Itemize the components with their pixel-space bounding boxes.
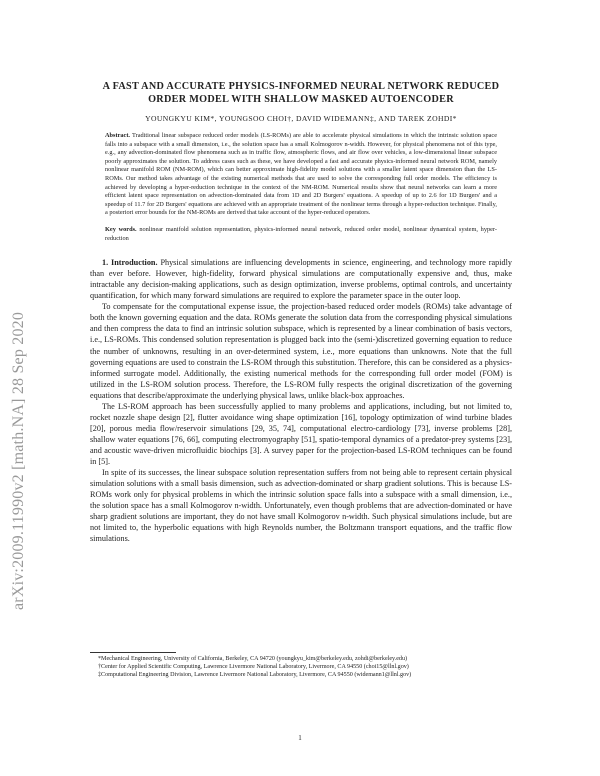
- para-1-text: Physical simulations are influencing developments in science, engineering, and technology more rapidly than ever before. However, high-fidelity, forward physical simulations are computationally expensive and, thus, make intractable any decision-making applications, such as design optimization, inverse problems, optimal controls, and uncertainty quantification, for which many forward simulations are required to explore the parameter space in the outer loop.: [90, 258, 512, 301]
- intro-paragraph-4: In spite of its successes, the linear subspace solution representation suffers from not being able to represent certain physical simulation solutions with a small basis dimension, such as advection-dominated or sharp gradient solutions. This is because LS-ROMs work only for physical problems in which the intrinsic solution space falls into a subspace with a small dimension, i.e., the solution space has a small Kolmogorov n-width. Unfortunately, even though problems that are advection-dominated or have sharp gradient solutions are important, they do not have small Kolmogorov n-width. Such physical simulations include, but are not limited to, the hyperbolic equations with high Reynolds number, the Boltzmann transport equations, and the traffic flow simulations.: [90, 468, 512, 544]
- intro-paragraph-3: The LS-ROM approach has been successfully applied to many problems and applications, including, but not limited to, rocket nozzle shape design [2], flutter avoidance wing shape optimization [16], topology optimization of wind turbine blades [20], porous media flow/reservoir simulations [29, 35, 74], computational electro-cardiology [73], inverse problems [28], shallow water equations [76, 66], computing electromyography [51], spatio-temporal dynamics of a predator-prey systems [23], and acoustic wave-driven microfluidic biochips [3]. A survey paper for the projection-based LS-ROM techniques can be found in [5].: [90, 401, 512, 466]
- abstract-label: Abstract.: [105, 132, 131, 139]
- paper-title: [90, 80, 512, 106]
- footnote-3: ‡Computational Engineering Division, Lawrence Livermore National Laboratory, Livermore, CA 94550 (widemann1@llnl.gov): [98, 672, 412, 678]
- footnote-rule: [90, 652, 176, 653]
- footnote-1: *Mechanical Engineering, University of California, Berkeley, CA 94720 (youngkyu_kim@berkeley.edu, zohdi@berkeley.edu): [98, 656, 408, 662]
- keywords-text: nonlinear manifold solution representation, physics-informed neural network, reduced order model, nonlinear dynamical system, hyper-reduction: [105, 225, 497, 242]
- footnotes: [90, 652, 512, 679]
- page-body: [90, 80, 512, 544]
- page-number: 1: [298, 734, 302, 742]
- section-heading: 1. Introduction.: [102, 258, 158, 268]
- arxiv-sidebar: [10, 130, 36, 610]
- author-list: YOUNGKYU KIM*, YOUNGSOO CHOI†, DAVID WIDEMANN‡, AND TAREK ZOHDI*: [145, 114, 457, 123]
- footnote-2: †Center for Applied Scientific Computing, Lawrence Livermore National Laboratory, Livermore, CA 94550 (choi15@llnl.gov): [98, 664, 409, 670]
- title-line-1: A FAST AND ACCURATE PHYSICS-INFORMED NEURAL NETWORK REDUCED: [102, 81, 500, 92]
- abstract: [90, 132, 512, 218]
- intro-paragraph-2: To compensate for the computational expense issue, the projection-based reduced order models (ROMs) take advantage of both the known governing equation and the data. ROMs generate the solution data from the corresponding physical simulations and then compress the data to find an intrinsic solution subspace, which is represented by a linear combination of basis vectors, i.e., LS-ROMs. This condensed solution representation is plugged back into the (semi-)discretized governing equation to reduce the number of unknowns, resulting in an over-determined system, i.e., more equations than unknowns. Note that the full governing equations are used to constrain the LS-ROM through this substitution. Therefore, this can be considered as a physics-informed surrogate model. Additionally, the existing numerical methods for the corresponding full order model (FOM) is utilized in the LS-ROM solution process. Therefore, the LS-ROM fully respects the original discretization of the governing equations that describe/approximate the underlying physical laws, unlike black-box approaches.: [90, 302, 512, 400]
- abstract-text: Traditional linear subspace reduced order models (LS-ROMs) are able to accelerate physical simulations in which the intrinsic solution space falls into a subspace with a small dimension, i.e., the solution space has a small Kolmogorov n-width. However, for physical phenomena not of this type, e.g., any advection-dominated flow phenomena such as in traffic flow, atmospheric flows, and air flow over vehicles, a low-dimensional linear subspace poorly approximates the solution. To address cases such as these, we have developed a fast and accurate physics-informed neural network ROM, namely nonlinear manifold ROM (NM-ROM), which can better approximate high-fidelity model solutions with a smaller latent space dimension than the LS-ROMs. Our method takes advantage of the existing numerical methods that are used to solve the corresponding full order models. The efficiency is achieved by developing a hyper-reduction technique in the context of the NM-ROM. Numerical results show that neural networks can learn a more efficient latent space representation on advection-dominated data from 1D and 2D Burgers' equations. A speedup of up to 2.6 for 1D Burgers' and a speedup of 11.7 for 2D Burgers' equations are achieved with an appropriate treatment of the nonlinear terms through a hyper-reduction technique. Finally, a posteriori error bounds for the NM-ROMs are derived that take account of the hyper-reduced operators.: [105, 132, 498, 217]
- title-line-2: ORDER MODEL WITH SHALLOW MASKED AUTOENCODER: [148, 94, 454, 105]
- keywords: [90, 226, 512, 243]
- arxiv-identifier: arXiv:2009.11990v2 [math.NA] 28 Sep 2020: [10, 311, 27, 610]
- keywords-label: Key words.: [105, 225, 137, 233]
- intro-paragraph-1: [90, 257, 512, 301]
